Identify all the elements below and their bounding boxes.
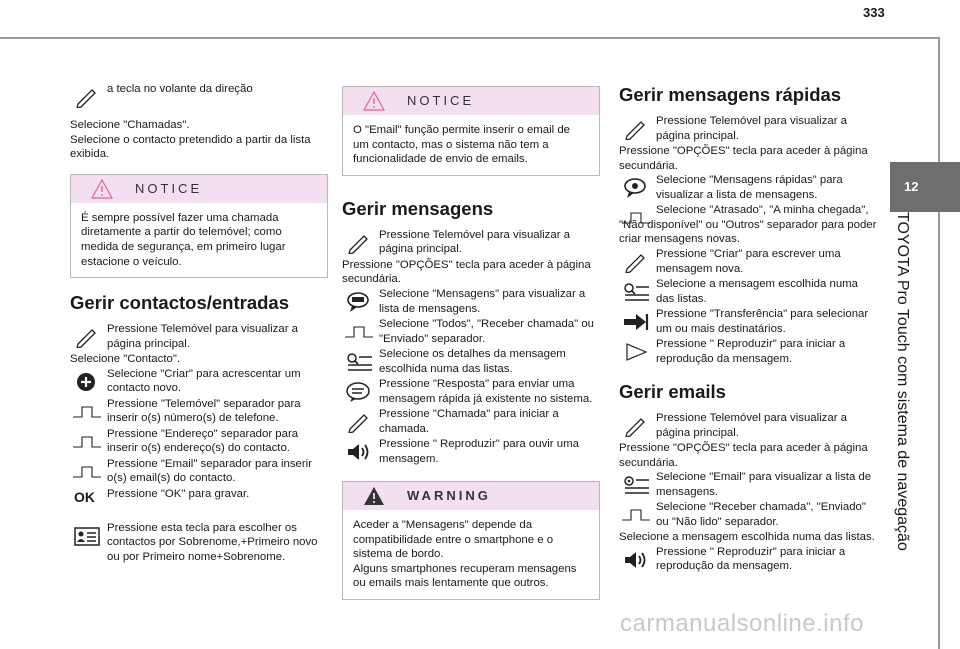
step-row: [70, 427, 328, 457]
pen-icon: [621, 118, 651, 140]
section-heading: Gerir mensagens: [342, 197, 494, 219]
step-row: [619, 173, 877, 203]
tab-icon: [72, 461, 102, 483]
section-heading: Gerir mensagens rápidas: [619, 84, 842, 105]
step-row: [342, 347, 600, 377]
section-heading: Gerir emails: [619, 380, 726, 402]
tab-icon: [621, 504, 651, 526]
step-text-content: Pressione esta tecla para escolher os contactos por Sobrenome,+Primeiro novo ou por Primeiro nome+Sobrenome.: [107, 521, 318, 563]
warning-triangle-icon: [91, 179, 113, 199]
transfer-arrow-icon: [621, 311, 651, 333]
details-list-icon: [621, 281, 651, 303]
tab-icon: [72, 401, 102, 423]
step-row: [70, 82, 328, 108]
step-row: [70, 521, 328, 565]
pen-icon: [344, 411, 374, 433]
warning-header: [343, 482, 599, 510]
step-text: Pressione "Chamada" para iniciar a chamada.: [379, 407, 559, 435]
warning-text: Alguns smartphones recuperam mensagens ou emails mais lentamente que outros.: [353, 562, 577, 590]
step-row: [342, 287, 600, 317]
step-row: [619, 247, 877, 277]
step-text: Pressione " Reproduzir" para iniciar a reprodução da mensagem.: [656, 545, 846, 573]
step-row: [619, 277, 877, 307]
step-row: [70, 367, 328, 397]
step-row: [342, 407, 600, 437]
step-row: [619, 470, 877, 500]
page-number: 333: [863, 5, 885, 20]
notice-box: [70, 174, 328, 278]
step-row: [342, 437, 600, 467]
step-text: Pressione "Telemóvel" separador para inserir o(s) número(s) de telefone.: [107, 397, 301, 425]
step-text: Selecione a mensagem escolhida numa das listas.: [619, 531, 875, 544]
column-2: [342, 82, 600, 614]
step-text: Pressione "OPÇÕES" tecla para aceder à página secundária.: [619, 145, 868, 172]
details-list-icon: [344, 351, 374, 373]
step-text: a tecla no volante da direção: [107, 83, 253, 95]
tab-icon: [621, 207, 651, 229]
notice-text: O "Email" função permite inserir o email de um contacto, mas o sistema não tem a funcionalidade de envio de emails.: [353, 124, 571, 166]
step-row: [342, 317, 600, 347]
add-circle-icon: [72, 371, 102, 393]
step-text: Pressione "Criar" para escrever uma mensagem nova.: [656, 247, 841, 275]
step-row: [342, 228, 600, 258]
step-text: Pressione "OPÇÕES" tecla para aceder à página secundária.: [342, 258, 591, 286]
speaker-icon: [344, 441, 374, 463]
step-text: Selecione o contacto pretendido a partir da lista exibida.: [70, 133, 311, 161]
step-text: Selecione "Atrasado", "A minha chegada", "Não disponível" ou "Outros" separador para poder criar mensagens novas.: [619, 204, 877, 246]
step-text: Selecione "Contacto".: [70, 353, 181, 366]
step-text: Pressione " Reproduzir" para iniciar a reprodução da mensagem.: [656, 337, 846, 365]
header-rule: [0, 37, 940, 39]
step-text: Pressione "Transferência" para selecionar um ou mais destinatários.: [656, 307, 869, 335]
step-text: Pressione Telemóvel para visualizar a página principal.: [656, 115, 847, 142]
step-text: Selecione "Receber chamada", "Enviado" ou "Não lido" separador.: [656, 501, 866, 528]
pen-icon: [344, 232, 374, 254]
sms-icon: [344, 291, 374, 313]
warning-triangle-icon: [363, 91, 385, 111]
notice-box: [342, 86, 600, 176]
step-text: Selecione "Criar" para acrescentar um contacto novo.: [107, 367, 301, 395]
step-text: Pressione "OK" para gravar.: [107, 487, 250, 500]
step-row: [619, 411, 877, 441]
contact-card-icon: [72, 525, 102, 547]
play-icon: [621, 341, 651, 363]
notice-text: É sempre possível fazer uma chamada diretamente a partir do telemóvel; como medida de segurança, em primeiro lugar estacione o veículo.: [81, 211, 286, 268]
reply-icon: [344, 381, 374, 403]
warning-body: [343, 510, 599, 599]
step-text: Selecione "Mensagens" para visualizar a lista de mensagens.: [379, 287, 586, 315]
step-text: Selecione "Mensagens rápidas" para visualizar a lista de mensagens.: [656, 174, 843, 201]
column-1: [70, 82, 328, 565]
step-text: Selecione "Todos", "Receber chamada" ou "Enviado" separador.: [379, 317, 595, 345]
pen-icon: [72, 86, 102, 108]
step-row: [70, 397, 328, 427]
side-title: TOYOTA Pro Touch com sistema de navegação: [894, 212, 911, 551]
email-list-icon: [621, 474, 651, 496]
step-text: Pressione "Endereço" separador para inserir o(s) endereço(s) do contacto.: [107, 427, 299, 455]
quick-message-icon: [621, 177, 651, 199]
pen-icon: [621, 251, 651, 273]
step-text: Selecione "Chamadas".: [70, 119, 190, 131]
warning-text: Aceder a "Mensagens" depende da compatibilidade entre o smartphone e o sistema de bordo.: [353, 518, 554, 561]
step-row: [342, 377, 600, 407]
notice-header: [343, 87, 599, 115]
side-rule: [938, 37, 940, 649]
step-row: [619, 307, 877, 337]
pen-icon: [72, 326, 102, 348]
step-row: [619, 545, 877, 575]
column-3: [619, 82, 877, 575]
tab-icon: [72, 431, 102, 453]
step-row: [70, 322, 328, 352]
step-text: Pressione " Reproduzir" para ouvir uma mensagem.: [379, 437, 579, 465]
step-row: [619, 500, 877, 530]
step-text: Pressione Telemóvel para visualizar a página principal.: [107, 323, 298, 350]
speaker-icon: [621, 549, 651, 571]
warning-title: WARNING: [407, 487, 491, 503]
step-text: Selecione "Email" para visualizar a lista de mensagens.: [656, 471, 872, 498]
step-text: Pressione Telemóvel para visualizar a página principal.: [379, 228, 570, 256]
ok-label: OK: [74, 488, 95, 505]
pen-icon: [621, 415, 651, 437]
step-text: Selecione os detalhes da mensagem escolhida numa das listas.: [379, 347, 566, 375]
section-heading: Gerir contactos/entradas: [70, 292, 289, 314]
step-row: [619, 114, 877, 144]
warning-box: [342, 481, 600, 600]
step-text: [107, 521, 328, 565]
notice-title: NOTICE: [407, 93, 475, 108]
step-row: [619, 203, 877, 247]
warning-triangle-icon: [363, 486, 385, 506]
chapter-tab: 12: [890, 162, 960, 212]
step-row: [70, 457, 328, 487]
step-row: [70, 487, 328, 519]
step-text: Pressione "OPÇÕES" tecla para aceder à página secundária.: [619, 441, 868, 469]
step-text: Pressione "Resposta" para enviar uma mensagem rápida já existente no sistema.: [379, 377, 593, 405]
step-text: Selecione a mensagem escolhida numa das listas.: [656, 277, 858, 305]
step-text: Pressione "Email" separador para inserir o(s) email(s) do contacto.: [107, 457, 312, 485]
watermark: carmanualsonline.info: [620, 610, 864, 637]
tab-icon: [344, 321, 374, 343]
notice-title: NOTICE: [135, 180, 203, 196]
step-row: [619, 337, 877, 367]
notice-header: [71, 175, 327, 203]
step-text: Pressione Telemóvel para visualizar a página principal.: [656, 411, 847, 439]
